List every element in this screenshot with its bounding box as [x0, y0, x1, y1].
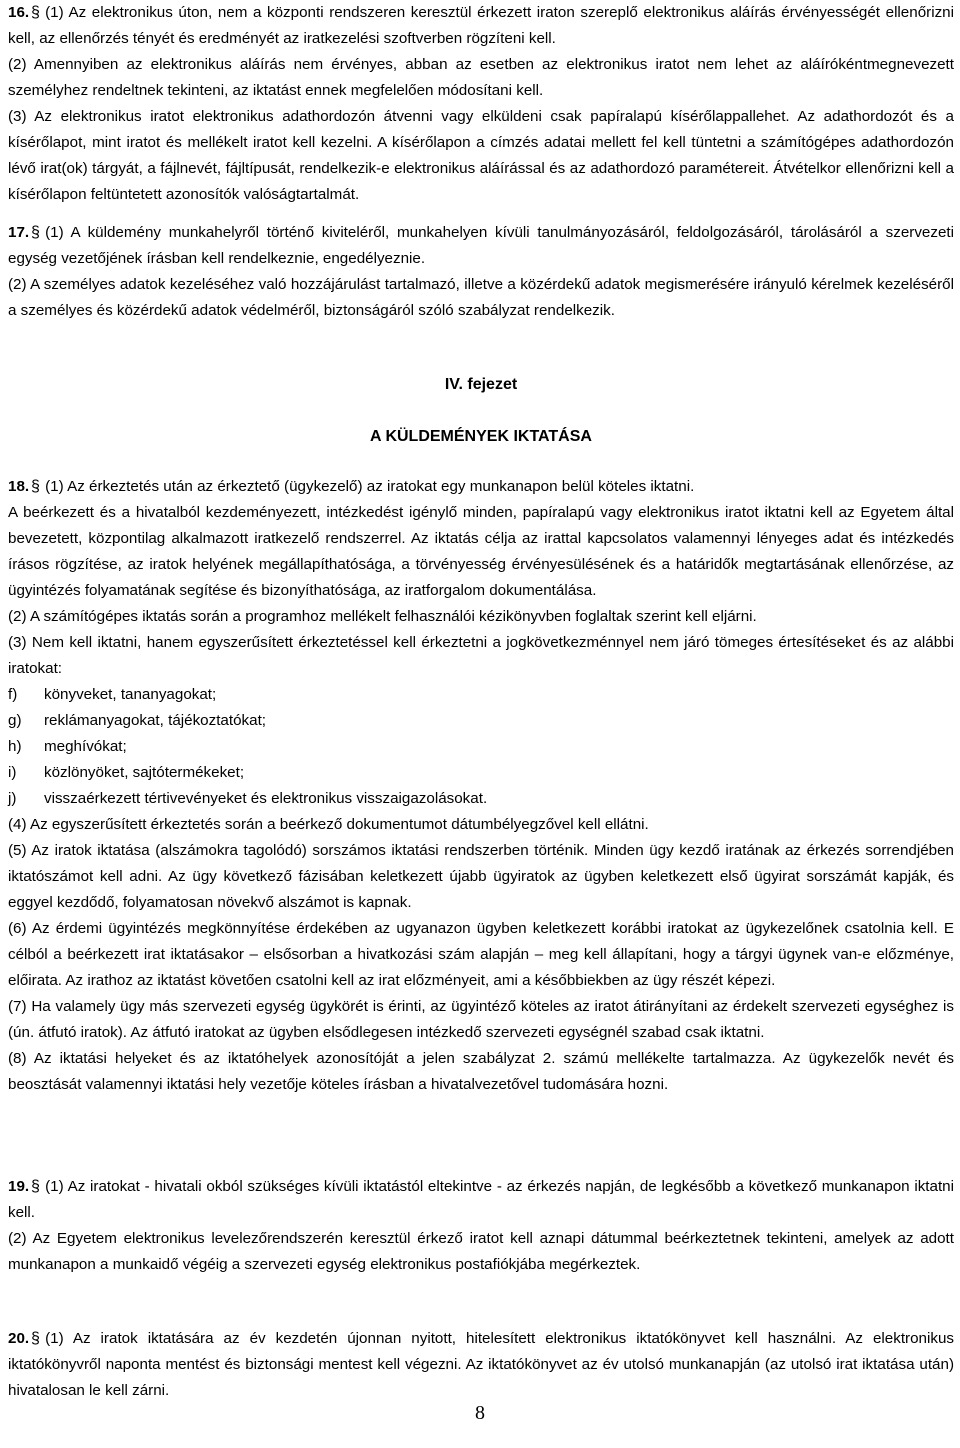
- section-number: 16.: [8, 4, 30, 21]
- page-number: 8: [475, 1402, 485, 1424]
- section-number: 17.: [8, 224, 30, 241]
- section-sign-icon: [31, 224, 41, 240]
- section-20: [8, 1326, 954, 1404]
- section-20-para-1: 20. § (1) Az iratok iktatására az év kezdetén újonnan nyitott, hitelesített elektronikus iktatókönyvet kell használni. Az elektronikus iktatókönyvről naponta mentést és biztonsági mentest kell végezni. Az iktatókönyvet az év utolsó munkanapján (az utolsó irat iktatása után) hivatalosan le kell zárni.: [8, 1330, 954, 1399]
- section-16-para-2: (2) Amennyiben az elektronikus aláírás nem érvényes, abban az esetben az elektronikus iratot nem lehet az aláírókéntmegnevezett személyhez rendeltnek tekinteni, az iktatást ennek megfelelően módosítani kell.: [8, 56, 954, 99]
- section-sign-icon: [31, 4, 41, 20]
- section-19-para-2: (2) Az Egyetem elektronikus levelezőrendszerén keresztül érkező iratot kell aznapi dátummal beérkeztetnek tekinteni, amelyek az adott munkanapon a munkaidő végéig a szervezeti egység elektronikus postafiókjába megérkeztek.: [8, 1230, 954, 1273]
- section-16: [8, 0, 954, 208]
- section-19-para-1: 19. § (1) Az iratokat - hivatali okból szükséges kívüli iktatástól eltekintve - az érkezés napján, de legkésőbb a következő munkanapon iktatni kell.: [8, 1178, 954, 1221]
- section-18-para-6: (6) Az érdemi ügyintézés megkönnyítése érdekében az ugyanazon ügyben keletkezett korábbi iratokat az ügykezelőnek csatolnia kell. E célból a beérkezett irat iktatásakor – elsősorban a hivatkozási szám alapján – meg kell állapítani, hogy a tárgyi ügynek van-e előzménye, előirata. Az irathoz az iktatást követően csatolni kell az irat előzményeit, ami a későbbiekben az ügy részét képezi.: [8, 920, 954, 989]
- list-item: f) könyveket, tananyagokat;: [8, 686, 217, 703]
- list-item: h) meghívókat;: [8, 738, 127, 755]
- chapter-title: A KÜLDEMÉNYEK IKTATÁSA: [370, 428, 592, 445]
- section-18-para-1: 18. § (1) Az érkeztetés után az érkeztető (ügykezelő) az iratokat egy munkanapon belül köteles iktatni.: [8, 478, 695, 495]
- section-17-para-1: 17. § (1) A küldemény munkahelyről történő kiviteléről, munkahelyen kívüli tanulmányozásáról, feldolgozásáról, tárolásáról a szervezeti egység vezetőjének írásban kell rendelkeznie, engedélyeznie.: [8, 224, 954, 267]
- svg-text:§: §: [31, 4, 41, 20]
- svg-text:§: §: [31, 1330, 41, 1346]
- svg-text:§: §: [31, 224, 41, 240]
- exempt-list: [8, 682, 954, 812]
- section-number: 18.: [8, 478, 30, 495]
- section-18-para-4: (4) Az egyszerűsített érkeztetés során a beérkező dokumentumot dátumbélyegzővel kell ellátni.: [8, 816, 649, 833]
- section-19: [8, 1174, 954, 1278]
- section-18-para-1b: A beérkezett és a hivatalból kezdeményezett, intézkedést igénylő minden, papíralapú vagy elektronikus iratot iktatni kell az Egyetem által bevezetett, központilag alkalmazott iratkezelő rendszerrel. Az iktatás célja az irattal kapcsolatos valamennyi lényeges adat és intézkedés írásos rögzítése, az iratok helyének megállapíthatósága, a törvényesség érvényesülésének és a határidők megtartásának ellenőrzése, az ügyintézés folyamatának segítése és bizonyíthatósága, az iratforgalom dokumentálása.: [8, 504, 954, 599]
- list-item: j) visszaérkezett tértivevényeket és elektronikus visszaigazolásokat.: [8, 790, 488, 807]
- section-16-para-3: (3) Az elektronikus iratot elektronikus adathordozón átvenni vagy elküldeni csak papíralapú kísérőlappallehet. Az adathordozót és a kísérőlapot, mint iratot és mellékelt iratot kell kezelni. A kísérőlapon a címzés adatai mellett fel kell tüntetni a számítógépes adathordozón lévő irat(ok) tárgyát, a fájlnevét, fájltípusát, rendelkezik-e elektronikus aláírással és az adathordozó paramétereit. Átvételkor ellenőrizni kell a kísérőlapon feltüntetett azonosítók valóságtartalmát.: [8, 108, 954, 203]
- section-17-para-2: (2) A személyes adatok kezeléséhez való hozzájárulást tartalmazó, illetve a közérdekű adatok megismerésére irányuló kérelmek kezeléséről a személyes és közérdekű adatok védelméről, biztonságáról szóló szabályzat rendelkezik.: [8, 276, 954, 319]
- section-sign-icon: [31, 1178, 41, 1194]
- svg-text:§: §: [31, 1178, 41, 1194]
- section-18-para-8: (8) Az iktatási helyeket és az iktatóhelyek azonosítóját a jelen szabályzat 2. számú mellékelte tartalmazza. Az ügykezelők nevét és beosztását valamennyi iktatási hely vezetője köteles írásban a hivatalvezetővel tudomására hozni.: [8, 1050, 954, 1093]
- section-16-para-1: 16. § (1) Az elektronikus úton, nem a központi rendszeren keresztül érkezett iraton szereplő elektronikus aláírás érvényességét ellenőrizni kell, az ellenőrzés tényét és eredményét az iratkezelési szoftverben rögzíteni kell.: [8, 4, 954, 47]
- section-17: [8, 220, 954, 324]
- section-18-para-7: (7) Ha valamely ügy más szervezeti egység ügykörét is érinti, az ügyintéző köteles az iratot átirányítani az érdekelt szervezeti egységhez is (ún. átfutó iratok). Az átfutó iratokat az ügyben elsődlegesen intézkedő szervezeti egységnél szabad csak iktatni.: [8, 998, 954, 1041]
- chapter-number: IV. fejezet: [444, 376, 518, 393]
- section-sign-icon: [31, 1330, 41, 1346]
- svg-text:§: §: [31, 478, 41, 494]
- section-18-para-3: (3) Nem kell iktatni, hanem egyszerűsített érkeztetéssel kell érkeztetni a jogkövetkezménnyel nem járó tömeges értesítéseket és az alábbi iratokat:: [8, 634, 954, 677]
- section-sign-icon: [31, 478, 41, 494]
- section-18-para-5: (5) Az iratok iktatása (alszámokra tagolódó) sorszámos iktatási rendszerben történik. Minden ügy kezdő iratának az érkezés sorrendjében iktatószámot kell adni. Az ügy következő fázisában keletkezett újabb ügyiratok az ügyben keletkezett első ügyirat sorszámát kapják, és eggyel kezdődő, folyamatosan növekvő alszámot is kapnak.: [8, 842, 954, 911]
- list-item: i) közlönyöket, sajtótermékeket;: [8, 764, 245, 781]
- list-item: g) reklámanyagokat, tájékoztatókat;: [8, 712, 267, 729]
- section-number: 19.: [8, 1178, 30, 1195]
- section-18: [8, 474, 954, 1098]
- section-18-para-2: (2) A számítógépes iktatás során a programhoz mellékelt felhasználói kézikönyvben foglaltak szerint kell eljárni.: [8, 608, 757, 625]
- section-number: 20.: [8, 1330, 30, 1347]
